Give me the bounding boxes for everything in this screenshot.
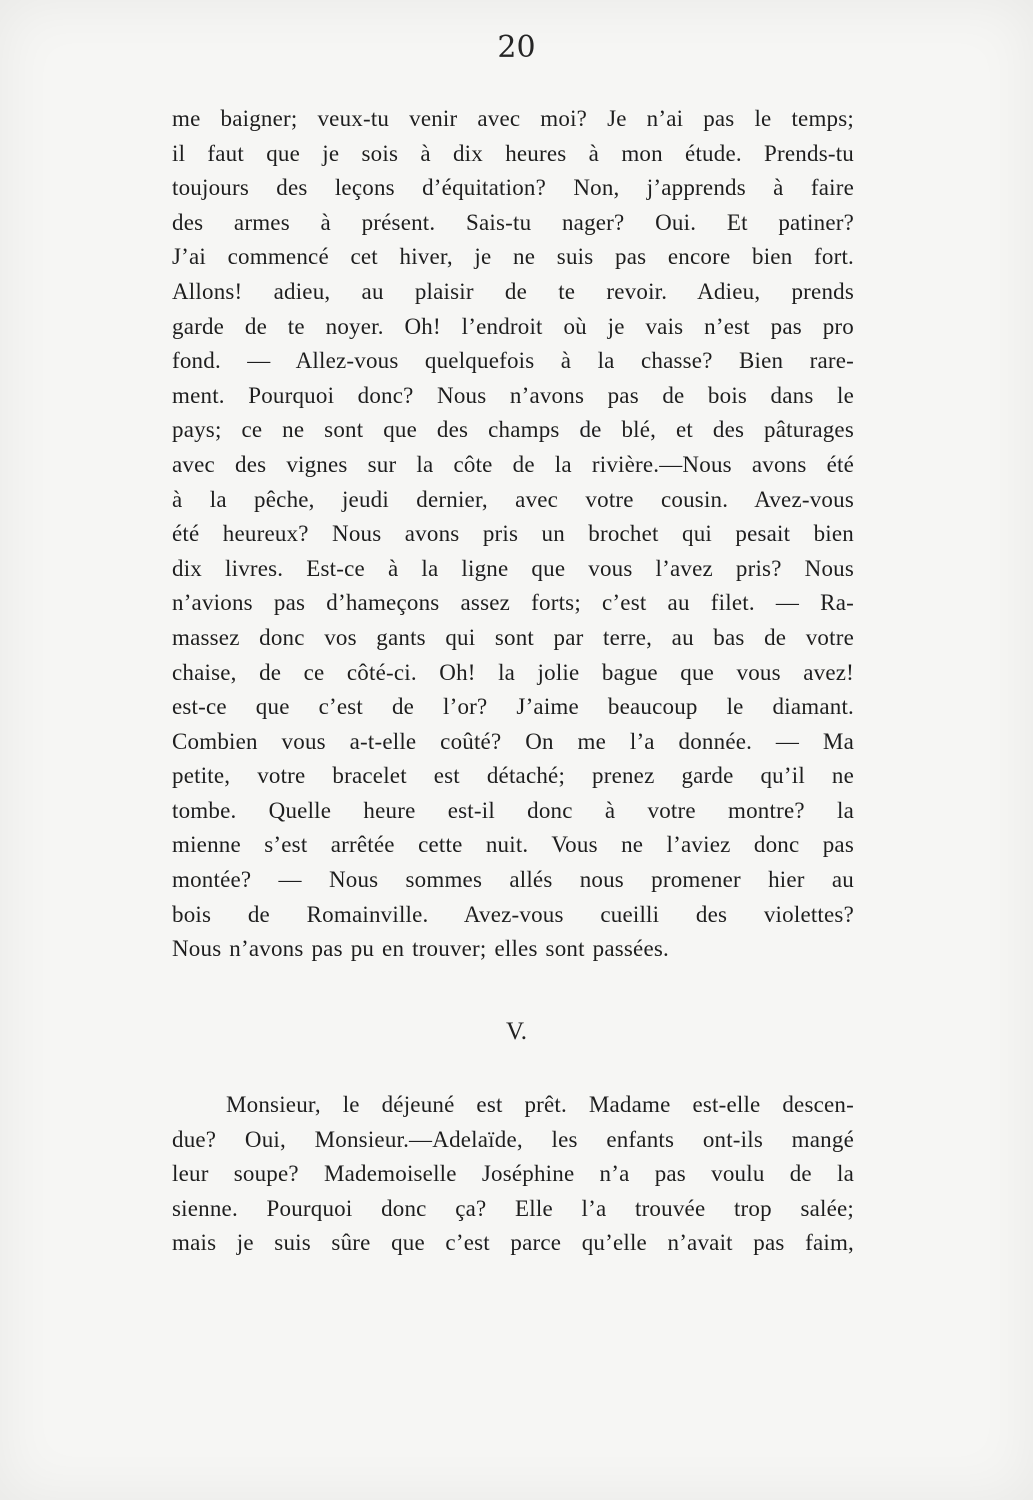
text-line: été heureux? Nous avons pris un brochet qui pesait bien [172,521,854,547]
text-line: chaise, de ce côté-ci. Oh! la jolie bague que vous avez! [172,659,854,685]
text-line: Nous n’avons pas pu en trouver; elles sont passées. [172,936,669,962]
text-line: sienne. Pourquoi donc ça? Elle l’a trouvée trop salée; [172,1195,854,1221]
text-line: due? Oui, Monsieur.—Adelaïde, les enfants ont-ils mangé [172,1126,854,1152]
text-line: des armes à présent. Sais-tu nager? Oui. Et patiner? [172,209,854,235]
text-line: garde de te noyer. Oh! l’endroit où je vais n’est pas pro [172,313,854,339]
text-line: est-ce que c’est de l’or? J’aime beaucoup le diamant. [172,694,854,720]
text-line: toujours des leçons d’équitation? Non, j’apprends à faire [172,175,854,201]
text-line: me baigner; veux-tu venir avec moi? Je n’ai pas le temps; [172,106,854,131]
text-line: dix livres. Est-ce à la ligne que vous l’avez pris? Nous [172,555,854,581]
text-line: bois de Romainville. Avez-vous cueilli des violettes? [172,901,854,927]
section-passage [172,1088,854,1261]
text-line: Monsieur, le déjeuné est prêt. Madame est-elle descen- [226,1092,854,1117]
text-line: Combien vous a-t-elle coûté? On me l’a donnée. — Ma [172,728,854,754]
text-line: leur soupe? Mademoiselle Joséphine n’a pas voulu de la [172,1161,854,1187]
text-line: petite, votre bracelet est détaché; prenez garde qu’il ne [172,763,854,789]
text-line: massez donc vos gants qui sont par terre, au bas de votre [172,624,854,650]
dialogue-passage [172,102,854,967]
page-number: 20 [497,30,536,65]
text-line: mienne s’est arrêtée cette nuit. Vous ne l’aviez donc pas [172,832,854,858]
text-line: tombe. Quelle heure est-il donc à votre montre? la [172,797,854,823]
text-line: Allons! adieu, au plaisir de te revoir. Adieu, prends [172,278,854,304]
text-line: J’ai commencé cet hiver, je ne suis pas encore bien fort. [172,244,854,270]
text-line: pays; ce ne sont que des champs de blé, et des pâturages [172,417,854,443]
text-line: ment. Pourquoi donc? Nous n’avons pas de bois dans le [172,382,854,408]
text-line: n’avions pas d’hameçons assez forts; c’est au filet. — Ra- [172,590,854,616]
text-line: avec des vignes sur la côte de la rivière.—Nous avons été [172,451,854,477]
text-line: à la pêche, jeudi dernier, avec votre cousin. Avez-vous [172,486,854,512]
section-heading: V. [505,1018,528,1045]
text-line: fond. — Allez-vous quelquefois à la chasse? Bien rare- [172,348,854,374]
text-line: il faut que je sois à dix heures à mon étude. Prends-tu [172,140,854,166]
text-line: mais je suis sûre que c’est parce qu’elle n’avait pas faim, [172,1230,854,1256]
text-line: montée? — Nous sommes allés nous promener hier au [172,867,854,893]
